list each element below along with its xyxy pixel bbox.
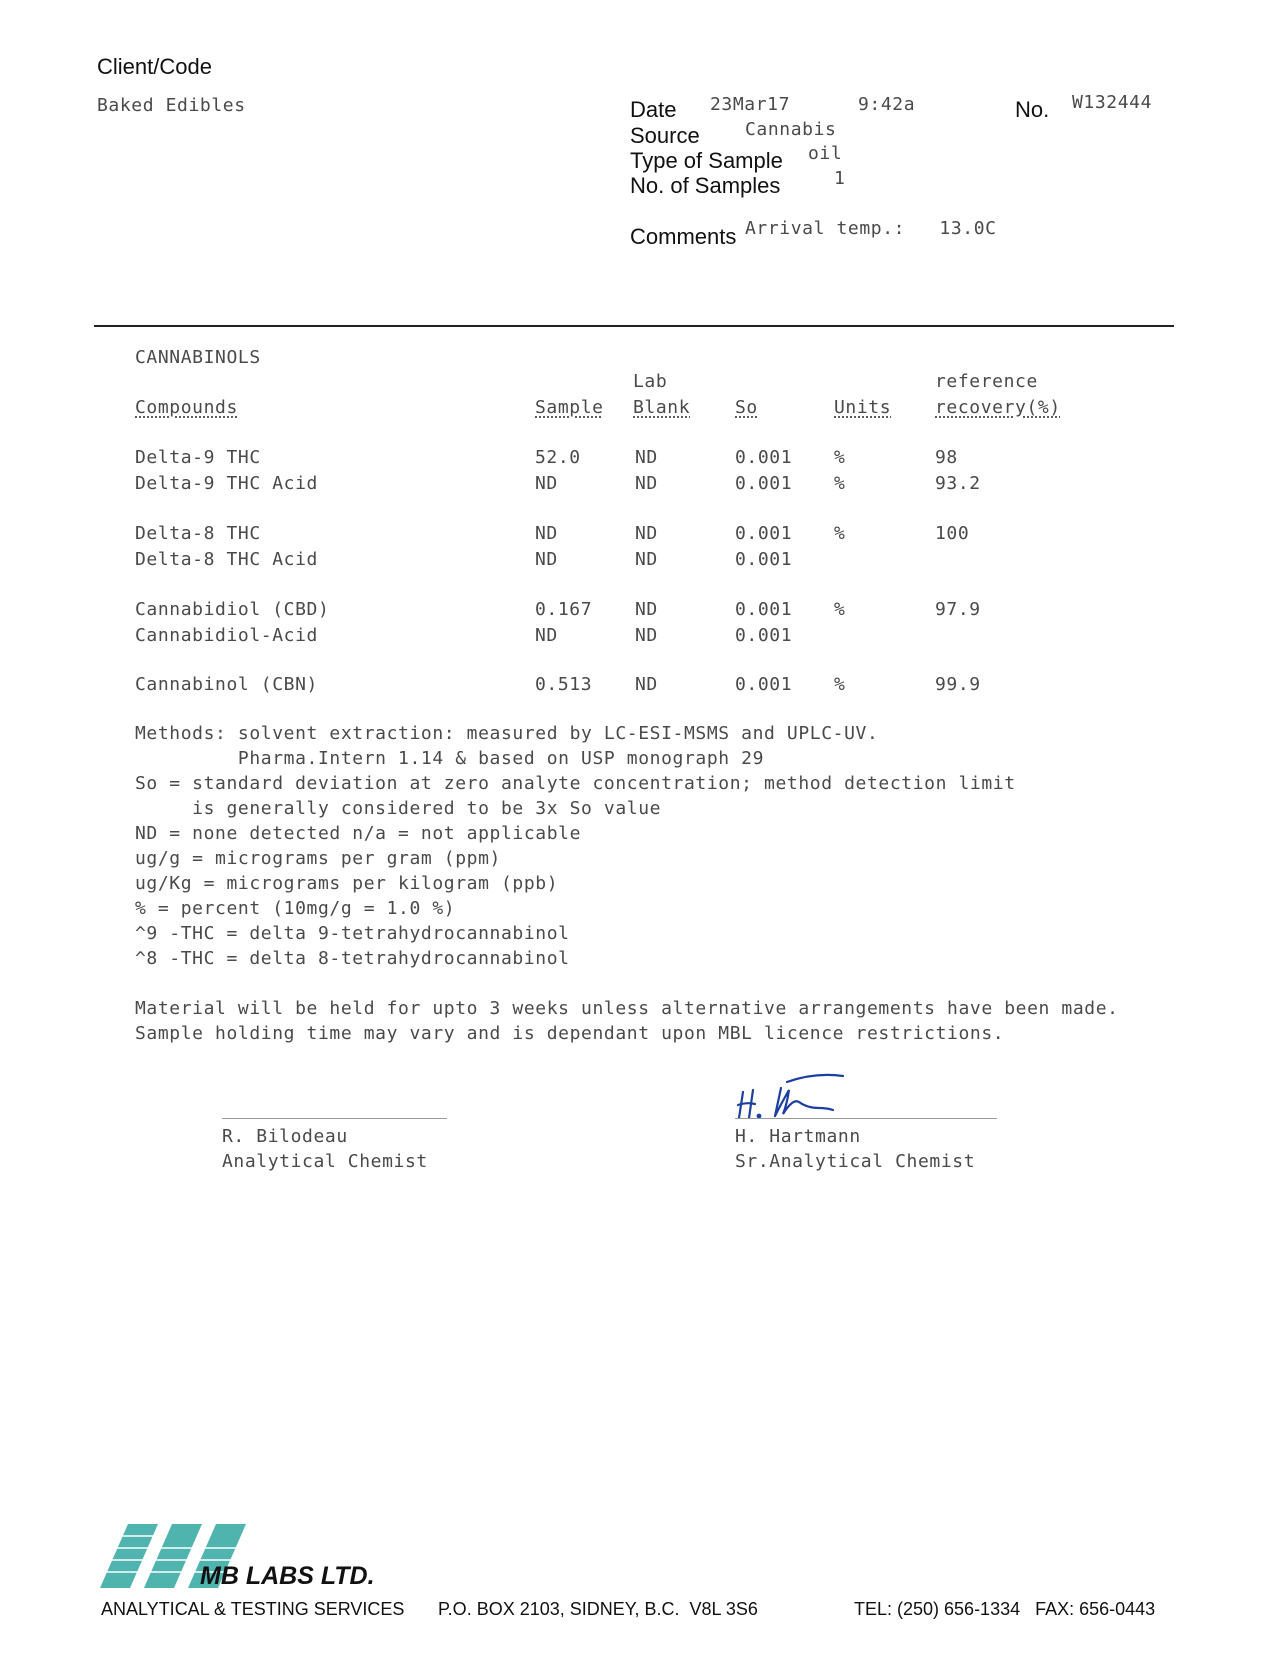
col-so: So bbox=[735, 397, 758, 418]
table-row-recovery: 97.9 bbox=[935, 599, 981, 620]
handwritten-signature bbox=[735, 1068, 865, 1124]
right-signer-name: H. Hartmann bbox=[735, 1126, 861, 1147]
left-signature-line bbox=[222, 1118, 447, 1119]
table-row-compound: Delta-8 THC bbox=[135, 523, 261, 544]
table-row-compound: Cannabidiol-Acid bbox=[135, 625, 318, 646]
comments-value: Arrival temp.: 13.0C bbox=[745, 218, 997, 239]
section-title: CANNABINOLS bbox=[135, 347, 261, 368]
table-row-units: % bbox=[834, 674, 846, 695]
time-value: 9:42a bbox=[858, 94, 916, 115]
report-no-value: W132444 bbox=[1072, 92, 1153, 113]
table-row-blank: ND bbox=[635, 674, 658, 695]
table-row-units: % bbox=[834, 599, 846, 620]
table-row-so: 0.001 bbox=[735, 523, 793, 544]
ppb-definition: ug/Kg = micrograms per kilogram (ppb) bbox=[135, 873, 559, 894]
col-units: Units bbox=[834, 397, 892, 418]
so-definition-cont: is generally considered to be 3x So value bbox=[135, 798, 662, 819]
client-code-label: Client/Code bbox=[97, 54, 212, 79]
table-row-units: % bbox=[834, 523, 846, 544]
table-row-so: 0.001 bbox=[735, 447, 793, 468]
table-row-recovery: 100 bbox=[935, 523, 970, 544]
table-row-so: 0.001 bbox=[735, 674, 793, 695]
table-row-compound: Delta-8 THC Acid bbox=[135, 549, 318, 570]
col-reference-top: reference bbox=[935, 371, 1038, 392]
table-row-units: % bbox=[834, 447, 846, 468]
right-signer-title: Sr.Analytical Chemist bbox=[735, 1151, 976, 1172]
table-row-compound: Cannabidiol (CBD) bbox=[135, 599, 330, 620]
sample-count-label: No. of Samples bbox=[630, 173, 781, 198]
table-row-sample: ND bbox=[535, 523, 558, 544]
table-row-sample: ND bbox=[535, 549, 558, 570]
left-signer-title: Analytical Chemist bbox=[222, 1151, 428, 1172]
table-row-blank: ND bbox=[635, 549, 658, 570]
sample-count-value: 1 bbox=[834, 168, 846, 189]
table-row-sample: ND bbox=[535, 473, 558, 494]
col-compounds: Compounds bbox=[135, 397, 238, 418]
source-value: Cannabis bbox=[745, 119, 837, 140]
table-row-so: 0.001 bbox=[735, 625, 793, 646]
table-row-so: 0.001 bbox=[735, 549, 793, 570]
percent-definition: % = percent (10mg/g = 1.0 %) bbox=[135, 898, 456, 919]
report-no-label: No. bbox=[1015, 97, 1050, 122]
delta9-definition: ^9 -THC = delta 9-tetrahydrocannabinol bbox=[135, 923, 570, 944]
date-label: Date bbox=[630, 97, 677, 122]
table-row-units: % bbox=[834, 473, 846, 494]
sample-type-label: Type of Sample bbox=[630, 148, 783, 173]
table-row-recovery: 98 bbox=[935, 447, 958, 468]
sample-type-value: oil bbox=[808, 143, 843, 164]
table-row-blank: ND bbox=[635, 447, 658, 468]
methods-note: Methods: solvent extraction: measured by LC-ESI-MSMS and UPLC-UV. bbox=[135, 723, 879, 744]
footer-contact: TEL: (250) 656-1334 FAX: 656-0443 bbox=[854, 1599, 1156, 1619]
so-definition: So = standard deviation at zero analyte concentration; method detection limit bbox=[135, 773, 1016, 794]
table-row-recovery: 99.9 bbox=[935, 674, 981, 695]
table-row-so: 0.001 bbox=[735, 473, 793, 494]
footer-services: ANALYTICAL & TESTING SERVICES bbox=[101, 1599, 405, 1619]
header-divider bbox=[94, 325, 1174, 327]
left-signer-name: R. Bilodeau bbox=[222, 1126, 348, 1147]
company-name: MB LABS LTD. bbox=[200, 1562, 375, 1590]
col-sample: Sample bbox=[535, 397, 604, 418]
table-row-so: 0.001 bbox=[735, 599, 793, 620]
client-code-value: Baked Edibles bbox=[97, 95, 246, 116]
table-row-sample: 52.0 bbox=[535, 447, 581, 468]
table-row-sample: 0.513 bbox=[535, 674, 593, 695]
table-row-compound: Cannabinol (CBN) bbox=[135, 674, 318, 695]
nd-definition: ND = none detected n/a = not applicable bbox=[135, 823, 582, 844]
holding-policy: Material will be held for upto 3 weeks unless alternative arrangements have been made. bbox=[135, 998, 1119, 1019]
table-row-blank: ND bbox=[635, 523, 658, 544]
holding-policy-cont: Sample holding time may vary and is dependant upon MBL licence restrictions. bbox=[135, 1023, 1005, 1044]
col-recovery: recovery(%) bbox=[935, 397, 1061, 418]
right-signature-line bbox=[735, 1118, 997, 1119]
table-row-sample: 0.167 bbox=[535, 599, 593, 620]
comments-label: Comments bbox=[630, 224, 737, 249]
table-row-recovery: 93.2 bbox=[935, 473, 981, 494]
table-row-compound: Delta-9 THC Acid bbox=[135, 473, 318, 494]
table-row-blank: ND bbox=[635, 625, 658, 646]
ppm-definition: ug/g = micrograms per gram (ppm) bbox=[135, 848, 501, 869]
table-row-sample: ND bbox=[535, 625, 558, 646]
table-row-compound: Delta-9 THC bbox=[135, 447, 261, 468]
table-row-blank: ND bbox=[635, 599, 658, 620]
source-label: Source bbox=[630, 123, 700, 148]
col-lab-top: Lab bbox=[633, 371, 668, 392]
col-lab-blank: Blank bbox=[633, 397, 691, 418]
table-row-blank: ND bbox=[635, 473, 658, 494]
date-value: 23Mar17 bbox=[710, 94, 791, 115]
delta8-definition: ^8 -THC = delta 8-tetrahydrocannabinol bbox=[135, 948, 570, 969]
methods-note-cont: Pharma.Intern 1.14 & based on USP monograph 29 bbox=[135, 748, 765, 769]
footer-address: P.O. BOX 2103, SIDNEY, B.C. V8L 3S6 bbox=[438, 1599, 758, 1619]
